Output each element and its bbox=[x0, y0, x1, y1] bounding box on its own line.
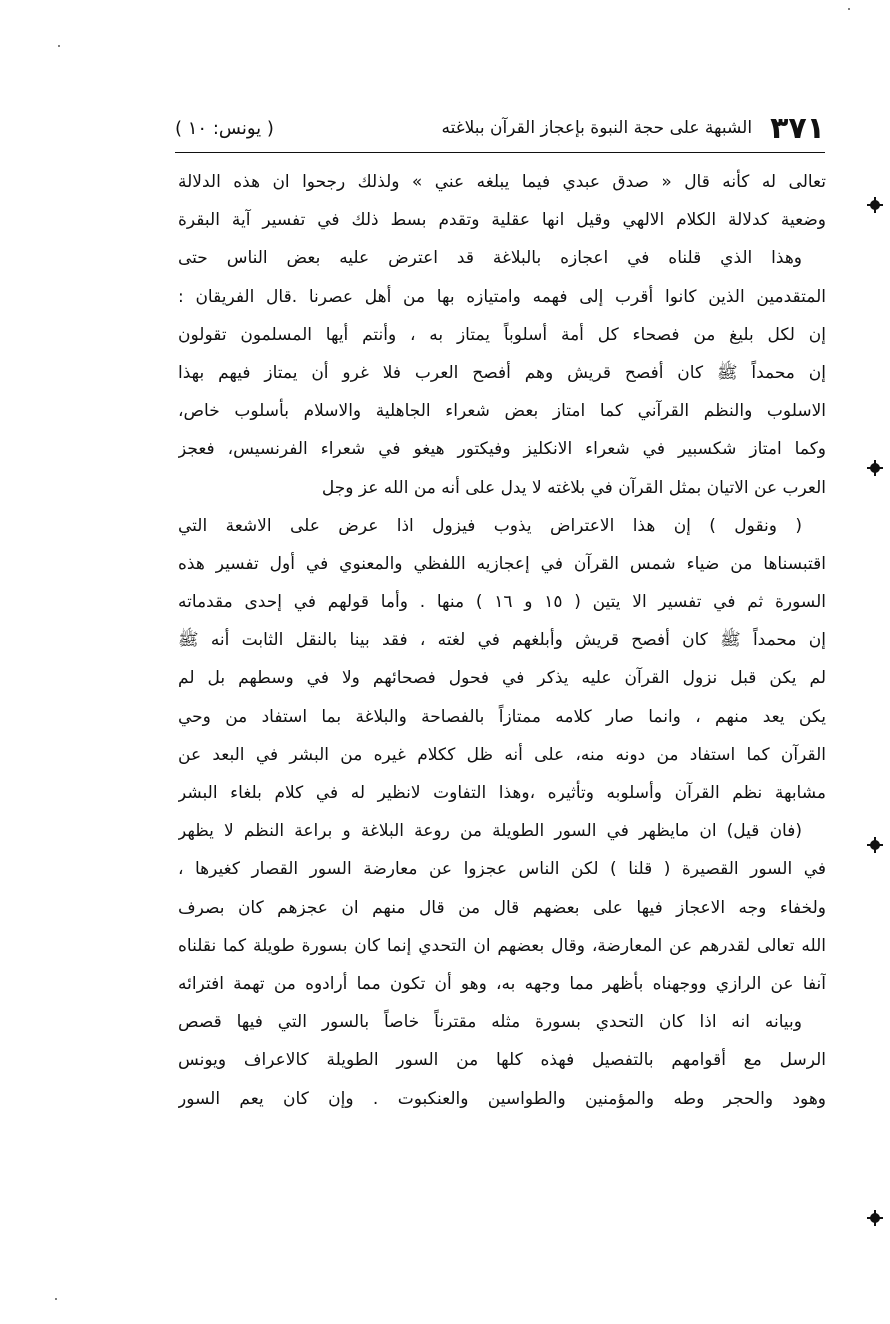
text-line: يكن يعد منهم ، وانما صار كلامه ممتازاً بالفصاحة والبلاغة بما استفاد من وحي bbox=[178, 706, 826, 727]
text-line: ولخفاء وجه الاعجاز فيها على بعضهم قال من قال منهم ان عجزهم كان بصرف bbox=[178, 897, 826, 918]
surah-reference: ( يونس: ١٠ ) bbox=[175, 117, 274, 139]
body-text bbox=[178, 163, 826, 1118]
text-line: إن محمداً ﷺ كان أفصح قريش وهم أفصح العرب فلا غرو أن يمتاز فيهم بهذا bbox=[178, 362, 826, 383]
text-line: الرسل مع أقوامهم بالتفصيل فهذه كلها من السور الطويلة كالاعراف ويونس bbox=[178, 1050, 826, 1071]
text-line: اقتبسناها من ضياء شمس القرآن في إعجازيه اللفظي والمعنوي في أول تفسير هذه bbox=[178, 553, 826, 574]
page-header bbox=[175, 108, 825, 148]
text-line: وضعية كدلالة الكلام الالهي وقيل انها عقلية وتقدم بسط ذلك في تفسير آية البقرة bbox=[178, 210, 826, 231]
margin-hole-mark bbox=[870, 840, 880, 850]
scan-speck bbox=[58, 45, 60, 47]
text-line: وهود والحجر وطه والمؤمنين والطواسين والعنكبوت . وإن كان يعم السور bbox=[178, 1088, 826, 1109]
text-line: إن محمداً ﷺ كان أفصح قريش وأبلغهم في لغته ، فقد بينا بالنقل الثابت أنه ﷺ bbox=[178, 630, 826, 651]
scan-speck bbox=[848, 8, 850, 10]
running-title: الشبهة على حجة النبوة بإعجاز القرآن ببلاغته bbox=[441, 118, 753, 138]
margin-hole-mark bbox=[870, 463, 880, 473]
text-line: لم يكن قبل نزول القرآن عليه يذكر في فحول فصحائهم ولا في وسطهم بل لم bbox=[178, 668, 826, 689]
text-line: الاسلوب والنظم القرآني كما امتاز بعض شعراء الجاهلية والاسلام بأسلوب خاص، bbox=[178, 401, 826, 422]
text-line: العرب عن الاتيان بمثل القرآن في بلاغته لا يدل على أنه من الله عز وجل bbox=[321, 477, 826, 498]
text-line: إن لكل بليغ من فصحاء كل أمة أسلوباً يمتاز به ، وأنتم أيها المسلمون تقولون bbox=[178, 324, 826, 345]
text-line: تعالى له كأنه قال « صدق عبدي فيما يبلغه عني » ولذلك رجحوا ان هذه الدلالة bbox=[178, 172, 826, 192]
text-line: (فان قيل) ان مايظهر في السور الطويلة من روعة البلاغة و براعة النظم لا يظهر bbox=[178, 821, 802, 842]
text-line: وهذا الذي قلناه في اعجازه بالبلاغة قد اعترض عليه بعض الناس حتى bbox=[178, 248, 802, 269]
text-line: وكما امتاز شكسبير في شعراء الانكليز وفيكتور هيغو في شعراء الفرنسيس، فعجز bbox=[178, 439, 826, 460]
text-line: السورة ثم في تفسير الا يتين ( ١٥ و ١٦ ) منها . وأما قولهم في إحدى مقدماته bbox=[178, 592, 826, 613]
text-line: مشابهة نظم القرآن وأسلوبه وتأثيره ،وهذا التفاوت لانظير له في كلام بلغاء البشر bbox=[178, 783, 826, 803]
margin-hole-mark bbox=[870, 200, 880, 210]
margin-hole-mark bbox=[870, 1213, 880, 1223]
scan-speck bbox=[55, 1298, 57, 1300]
text-line: ( ونقول ) إن هذا الاعتراض يذوب فيزول اذا عرض على الاشعة التي bbox=[178, 515, 802, 536]
text-line: في السور القصيرة ( قلنا ) لكن الناس عجزوا عن معارضة السور القصار كغيرها ، bbox=[178, 859, 826, 880]
text-line: آنفا عن الرازي ووجهناه بأظهر مما وجهه به، وهو أن تكون مما أرادوه من تهمة افترائه bbox=[178, 973, 826, 994]
page-number: ٣٧١ bbox=[770, 110, 825, 146]
text-line: المتقدمين الذين كانوا أقرب إلى فهمه وامتيازه بها من أهل عصرنا .قال الفريقان : bbox=[178, 286, 826, 307]
text-line: القرآن كما استفاد من دونه منه، على أنه ظل ككلام غيره من البشر في البعد عن bbox=[178, 744, 826, 765]
header-divider bbox=[175, 152, 825, 153]
text-line: وبيانه انه اذا كان التحدي بسورة مثله مقترناً خاصاً بالسور التي فيها قصص bbox=[178, 1012, 802, 1033]
text-line: الله تعالى لقدرهم عن المعارضة، وقال بعضهم ان التحدي إنما كان بسورة طويلة كما نقلناه bbox=[178, 935, 826, 956]
